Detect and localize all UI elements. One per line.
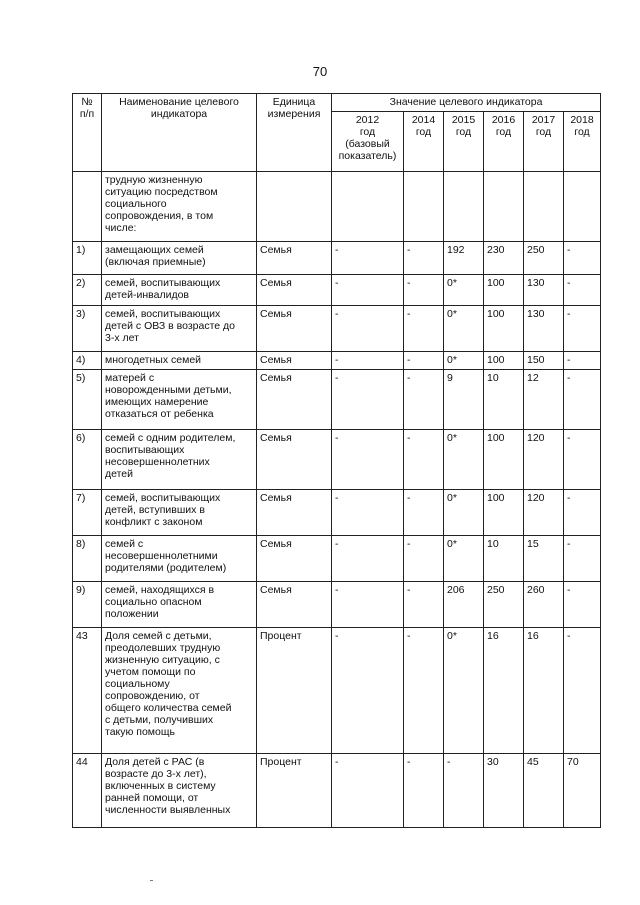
row-value: 70 <box>564 754 601 828</box>
row-num <box>73 172 102 242</box>
row-unit: Процент <box>257 628 332 754</box>
row-value <box>564 172 601 242</box>
table-row <box>73 582 601 628</box>
row-value: - <box>564 628 601 754</box>
row-unit: Семья <box>257 582 332 628</box>
row-num: 6) <box>73 430 102 490</box>
row-num: 44 <box>73 754 102 828</box>
row-num: 9) <box>73 582 102 628</box>
row-value: - <box>332 370 404 430</box>
row-value: - <box>332 490 404 536</box>
row-unit: Процент <box>257 754 332 828</box>
row-value: - <box>332 306 404 352</box>
header-value-group: Значение целевого индикатора <box>332 94 601 112</box>
table-row <box>73 370 601 430</box>
row-value: 130 <box>524 275 564 306</box>
row-name: семей с одним родителем, воспитывающих несовершеннолетних детей <box>102 430 257 490</box>
row-value: - <box>404 242 444 275</box>
page-number: 70 <box>312 64 328 79</box>
table-row <box>73 754 601 828</box>
header-num: № п/п <box>73 94 102 172</box>
table-row <box>73 242 601 275</box>
row-name: семей с несовершеннолетними родителями (родителем) <box>102 536 257 582</box>
row-num: 7) <box>73 490 102 536</box>
header-unit: Единица измерения <box>257 94 332 172</box>
row-unit: Семья <box>257 242 332 275</box>
table-row <box>73 536 601 582</box>
row-value: - <box>444 754 484 828</box>
row-value: 100 <box>484 275 524 306</box>
row-value: 0* <box>444 352 484 370</box>
row-value: 230 <box>484 242 524 275</box>
row-name: Доля детей с РАС (в возрасте до 3-х лет), включенных в систему ранней помощи, от численности выявленных <box>102 754 257 828</box>
row-num: 4) <box>73 352 102 370</box>
row-value: - <box>404 582 444 628</box>
row-unit: Семья <box>257 490 332 536</box>
row-value: 10 <box>484 370 524 430</box>
row-value: 0* <box>444 628 484 754</box>
row-value: 12 <box>524 370 564 430</box>
row-value: - <box>404 352 444 370</box>
row-value <box>524 172 564 242</box>
row-value: - <box>332 536 404 582</box>
row-value: 100 <box>484 490 524 536</box>
row-value: - <box>404 536 444 582</box>
row-value: 120 <box>524 430 564 490</box>
row-value: - <box>564 275 601 306</box>
row-unit: Семья <box>257 352 332 370</box>
header-name: Наименование целевого индикатора <box>102 94 257 172</box>
row-num: 5) <box>73 370 102 430</box>
row-name: замещающих семей (включая приемные) <box>102 242 257 275</box>
header-year: 2014 год <box>404 112 444 172</box>
row-name: трудную жизненную ситуацию посредством социального сопровождения, в том числе: <box>102 172 257 242</box>
row-unit: Семья <box>257 275 332 306</box>
row-unit: Семья <box>257 370 332 430</box>
row-value: 0* <box>444 275 484 306</box>
scan-mark <box>150 880 153 881</box>
row-num: 2) <box>73 275 102 306</box>
row-value: - <box>404 490 444 536</box>
row-value: - <box>564 536 601 582</box>
header-year: 2015 год <box>444 112 484 172</box>
row-value: 10 <box>484 536 524 582</box>
row-value: - <box>404 430 444 490</box>
row-value: 0* <box>444 306 484 352</box>
row-name: многодетных семей <box>102 352 257 370</box>
row-unit: Семья <box>257 536 332 582</box>
row-value: 16 <box>524 628 564 754</box>
row-unit: Семья <box>257 430 332 490</box>
row-name: семей, воспитывающих детей с ОВЗ в возрасте до 3-х лет <box>102 306 257 352</box>
row-value: - <box>564 242 601 275</box>
header-year: 2017 год <box>524 112 564 172</box>
table-row <box>73 490 601 536</box>
row-num: 1) <box>73 242 102 275</box>
row-value: 260 <box>524 582 564 628</box>
row-value: 100 <box>484 306 524 352</box>
row-value: 120 <box>524 490 564 536</box>
table-row <box>73 275 601 306</box>
table-row <box>73 352 601 370</box>
table-row <box>73 306 601 352</box>
row-value: - <box>404 754 444 828</box>
row-unit <box>257 172 332 242</box>
row-name: семей, воспитывающих детей-инвалидов <box>102 275 257 306</box>
row-value: 206 <box>444 582 484 628</box>
row-value: 100 <box>484 430 524 490</box>
row-value: - <box>332 242 404 275</box>
table-row <box>73 430 601 490</box>
row-value: 0* <box>444 490 484 536</box>
row-num: 8) <box>73 536 102 582</box>
row-value: - <box>332 352 404 370</box>
row-value <box>332 172 404 242</box>
row-value: - <box>332 754 404 828</box>
row-name: Доля семей с детьми, преодолевших трудную жизненную ситуацию, с учетом помощи по социальному сопровождению, от общего количества семей с детьми, получивших такую помощь <box>102 628 257 754</box>
row-unit: Семья <box>257 306 332 352</box>
row-value: 192 <box>444 242 484 275</box>
header-year: 2018 год <box>564 112 601 172</box>
row-value: - <box>564 490 601 536</box>
row-value: - <box>332 430 404 490</box>
row-value: 9 <box>444 370 484 430</box>
row-value: - <box>404 370 444 430</box>
row-value: - <box>404 306 444 352</box>
row-value <box>444 172 484 242</box>
row-value: - <box>404 628 444 754</box>
row-value: 15 <box>524 536 564 582</box>
row-name: семей, воспитывающих детей, вступивших в конфликт с законом <box>102 490 257 536</box>
row-value: - <box>332 628 404 754</box>
header-year: 2012 год (базовый показатель) <box>332 112 404 172</box>
row-value: 45 <box>524 754 564 828</box>
indicators-table <box>72 93 601 828</box>
row-value: 250 <box>524 242 564 275</box>
row-value <box>404 172 444 242</box>
row-value: - <box>564 582 601 628</box>
header-year: 2016 год <box>484 112 524 172</box>
row-value <box>484 172 524 242</box>
row-value: 250 <box>484 582 524 628</box>
row-value: - <box>564 370 601 430</box>
row-value: - <box>332 275 404 306</box>
row-value: 100 <box>484 352 524 370</box>
row-value: 0* <box>444 430 484 490</box>
table-body <box>73 172 601 828</box>
row-value: - <box>404 275 444 306</box>
row-num: 43 <box>73 628 102 754</box>
row-value: 130 <box>524 306 564 352</box>
row-num: 3) <box>73 306 102 352</box>
row-value: 30 <box>484 754 524 828</box>
row-value: 16 <box>484 628 524 754</box>
row-value: 0* <box>444 536 484 582</box>
row-value: - <box>564 352 601 370</box>
row-value: - <box>564 306 601 352</box>
row-value: - <box>332 582 404 628</box>
table-row <box>73 172 601 242</box>
row-value: - <box>564 430 601 490</box>
table-row <box>73 628 601 754</box>
row-name: семей, находящихся в социально опасном положении <box>102 582 257 628</box>
row-name: матерей с новорожденными детьми, имеющих намерение отказаться от ребенка <box>102 370 257 430</box>
row-value: 150 <box>524 352 564 370</box>
